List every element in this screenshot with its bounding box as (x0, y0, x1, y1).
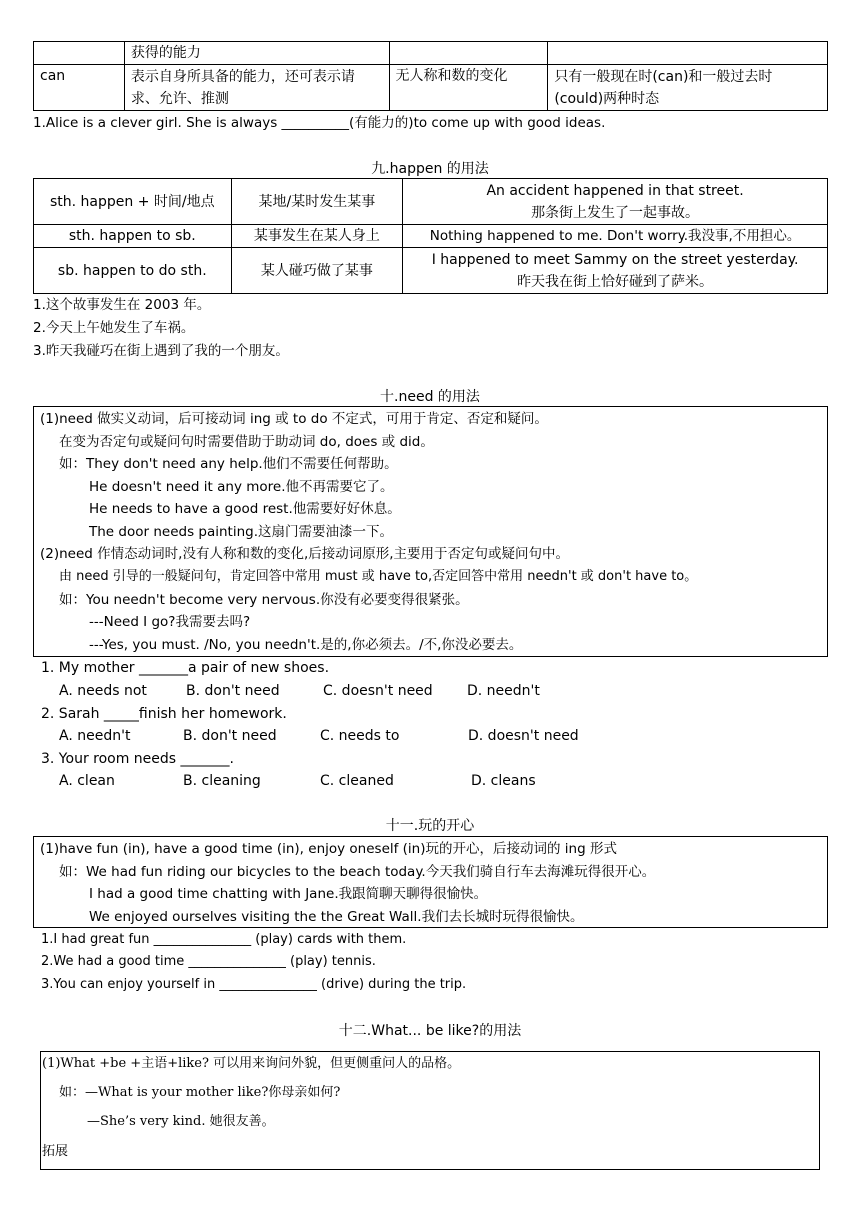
example-line: 如：We had fun riding our bicycles to the beach today.今天我们骑自行车去海滩玩得很开心。 (59, 864, 656, 880)
need-usage-box (33, 406, 828, 657)
rule-line: (2)need 作情态动词时,没有人称和数的变化,后接动词原形,主要用于否定句或疑问句中。 (40, 546, 570, 562)
modal-verb-table (33, 41, 828, 111)
example-line: 如：—What is your mother like?你母亲如何? (59, 1085, 341, 1100)
exercise-line: 1.这个故事发生在 2003 年。 (33, 297, 211, 313)
example-line: I had a good time chatting with Jane.我跟简聊天聊得很愉快。 (89, 886, 488, 902)
option: C. cleaned (320, 773, 394, 789)
exercise-line: 1.I had great fun _______________ (play) cards with them. (41, 932, 407, 947)
example-line: —She’s very kind. 她很友善。 (87, 1114, 275, 1129)
table-cell: 某事发生在某人身上 (231, 225, 403, 248)
what-like-box (40, 1051, 820, 1170)
rule-line: 在变为否定句或疑问句时需要借助于助动词 do, does 或 did。 (59, 434, 434, 450)
exercise-line: 3.昨天我碰巧在街上遇到了我的一个朋友。 (33, 343, 289, 359)
example-line: He doesn't need it any more.他不再需要它了。 (89, 479, 394, 495)
exercise-line: 3.You can enjoy yourself in _______________ (drive) during the trip. (41, 977, 467, 992)
table-cell: sb. happen to do sth. (34, 248, 232, 294)
table-cell: 只有一般现在时(can)和一般过去时(could)两种时态 (548, 65, 828, 111)
rule-line: (1)need 做实义动词，后可接动词 ing 或 to do 不定式，可用于肯定、否定和疑问。 (40, 411, 548, 427)
table-cell: Nothing happened to me. Don't worry.我没事,不用担心。 (403, 225, 828, 248)
table-cell: 某人碰巧做了某事 (231, 248, 403, 294)
option: B. don't need (186, 683, 280, 699)
cell-text: 昨天我在街上恰好碰到了萨米。 (517, 273, 714, 290)
question-line: 3. Your room needs _______. (41, 751, 234, 767)
table-cell: 无人称和数的变化 (389, 65, 548, 111)
option: A. needn't (59, 728, 131, 744)
rule-line: (1)have fun (in), have a good time (in), enjoy oneself (in)玩的开心，后接动词的 ing 形式 (40, 841, 617, 857)
table-row (34, 179, 828, 225)
example-line: ---Yes, you must. /No, you needn't.是的,你必须去。/不,你没必要去。 (89, 637, 523, 653)
section-title: 十一.玩的开心 (385, 818, 475, 834)
table-cell: 表示自身所具备的能力，还可表示请求、允许、推测 (124, 65, 389, 111)
exercise-line: 2.We had a good time _______________ (play) tennis. (41, 954, 376, 969)
option: C. needs to (320, 728, 400, 744)
table-cell (403, 248, 828, 294)
table-cell: 某地/某时发生某事 (231, 179, 403, 225)
exercise-line: 1.Alice is a clever girl. She is always __________(有能力的)to come up with good ideas. (33, 115, 606, 131)
option: A. needs not (59, 683, 147, 699)
table-row (34, 42, 828, 65)
example-line: He needs to have a good rest.他需要好好休息。 (89, 501, 401, 517)
cell-text: An accident happened in that street. (486, 182, 744, 199)
table-row (34, 65, 828, 111)
cell-text: I happened to meet Sammy on the street yesterday. (431, 251, 799, 268)
question-line: 1. My mother _______a pair of new shoes. (41, 660, 330, 676)
rule-line: 由 need 引导的一般疑问句，肯定回答中常用 must 或 have to,否定回答中常用 needn't 或 don't have to。 (59, 569, 698, 584)
table-cell: can (34, 65, 125, 111)
question-line: 2. Sarah _____finish her homework. (41, 706, 287, 722)
option: A. clean (59, 773, 115, 789)
expand-label: 拓展 (42, 1144, 69, 1159)
cell-text: 那条街上发生了一起事故。 (531, 204, 700, 221)
table-cell: sth. happen to sb. (34, 225, 232, 248)
table-cell (34, 42, 125, 65)
option: D. doesn't need (468, 728, 579, 744)
option: C. doesn't need (323, 683, 433, 699)
example-line: 如：You needn't become very nervous.你没有必要变得很紧张。 (59, 592, 469, 608)
example-line: The door needs painting.这扇门需要油漆一下。 (89, 524, 394, 540)
rule-line: (1)What +be +主语+like? 可以用来询问外貌，但更侧重问人的品格。 (42, 1056, 461, 1071)
happen-table (33, 178, 828, 294)
have-fun-box (33, 836, 828, 928)
exercise-line: 2.今天上午她发生了车祸。 (33, 320, 195, 336)
example-line: ---Need I go?我需要去吗? (89, 614, 251, 630)
table-cell: 获得的能力 (124, 42, 389, 65)
section-title: 十.need 的用法 (380, 389, 480, 405)
example-line: 如：They don't need any help.他们不需要任何帮助。 (59, 456, 398, 472)
table-cell (548, 42, 828, 65)
option: D. cleans (471, 773, 536, 789)
option: B. don't need (183, 728, 277, 744)
option: B. cleaning (183, 773, 261, 789)
table-cell (389, 42, 548, 65)
section-title: 九.happen 的用法 (371, 161, 489, 177)
example-line: We enjoyed ourselves visiting the the Great Wall.我们去长城时玩得很愉快。 (89, 909, 584, 925)
table-cell: sth. happen + 时间/地点 (34, 179, 232, 225)
table-row (34, 225, 828, 248)
section-title: 十二.What... be like?的用法 (338, 1023, 522, 1039)
table-row (34, 248, 828, 294)
table-cell (403, 179, 828, 225)
option: D. needn't (467, 683, 540, 699)
